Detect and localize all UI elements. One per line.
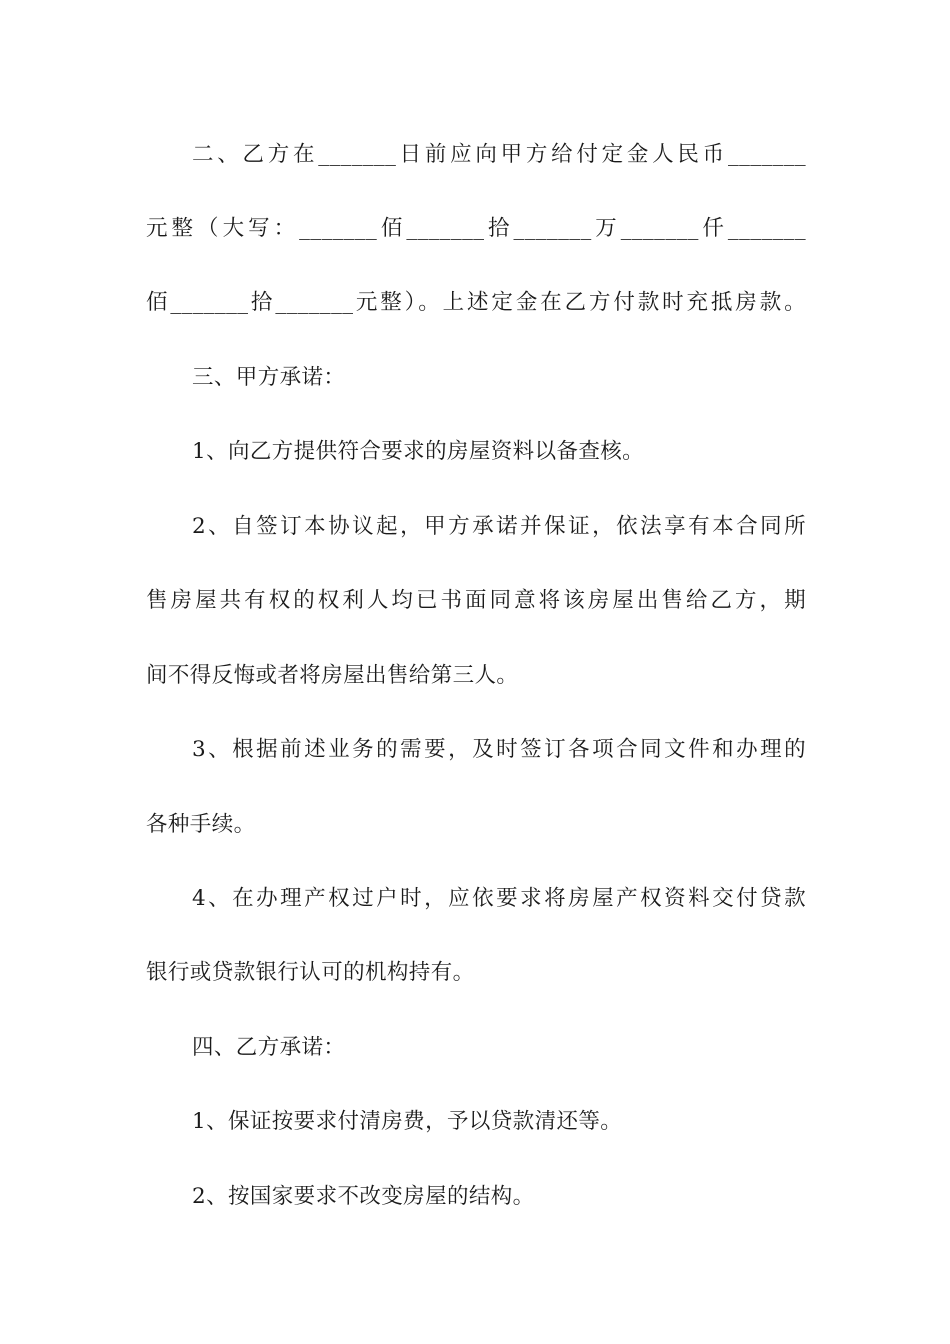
- text-line: 银行或贷款银行认可的机构持有。: [146, 960, 475, 985]
- text-line: 售房屋共有权的权利人均已书面同意将该房屋出售给乙方，期: [146, 588, 806, 613]
- text-line: 4、在办理产权过户时，应依要求将房屋产权资料交付贷款: [192, 886, 806, 911]
- text-line: 各种手续。: [146, 812, 256, 837]
- section-heading: 四、乙方承诺：: [192, 1035, 346, 1060]
- section-heading: 三、甲方承诺：: [192, 365, 346, 390]
- text-line: 佰_______拾_______元整）。上述定金在乙方付款时充抵房款。: [146, 290, 806, 315]
- text-line: 二、乙方在_______日前应向甲方给付定金人民币_______: [192, 142, 806, 167]
- text-line: 1、向乙方提供符合要求的房屋资料以备查核。: [192, 439, 645, 464]
- text-line: 2、自签订本协议起，甲方承诺并保证，依法享有本合同所: [192, 514, 806, 539]
- text-line: 1、保证按要求付清房费，予以贷款清还等。: [192, 1109, 623, 1134]
- text-line: 3、根据前述业务的需要，及时签订各项合同文件和办理的: [192, 737, 806, 762]
- text-line: 2、按国家要求不改变房屋的结构。: [192, 1184, 535, 1209]
- text-line: 间不得反悔或者将房屋出售给第三人。: [146, 663, 519, 688]
- text-line: 元整（大写：_______佰_______拾_______万_______仟_______: [146, 216, 806, 241]
